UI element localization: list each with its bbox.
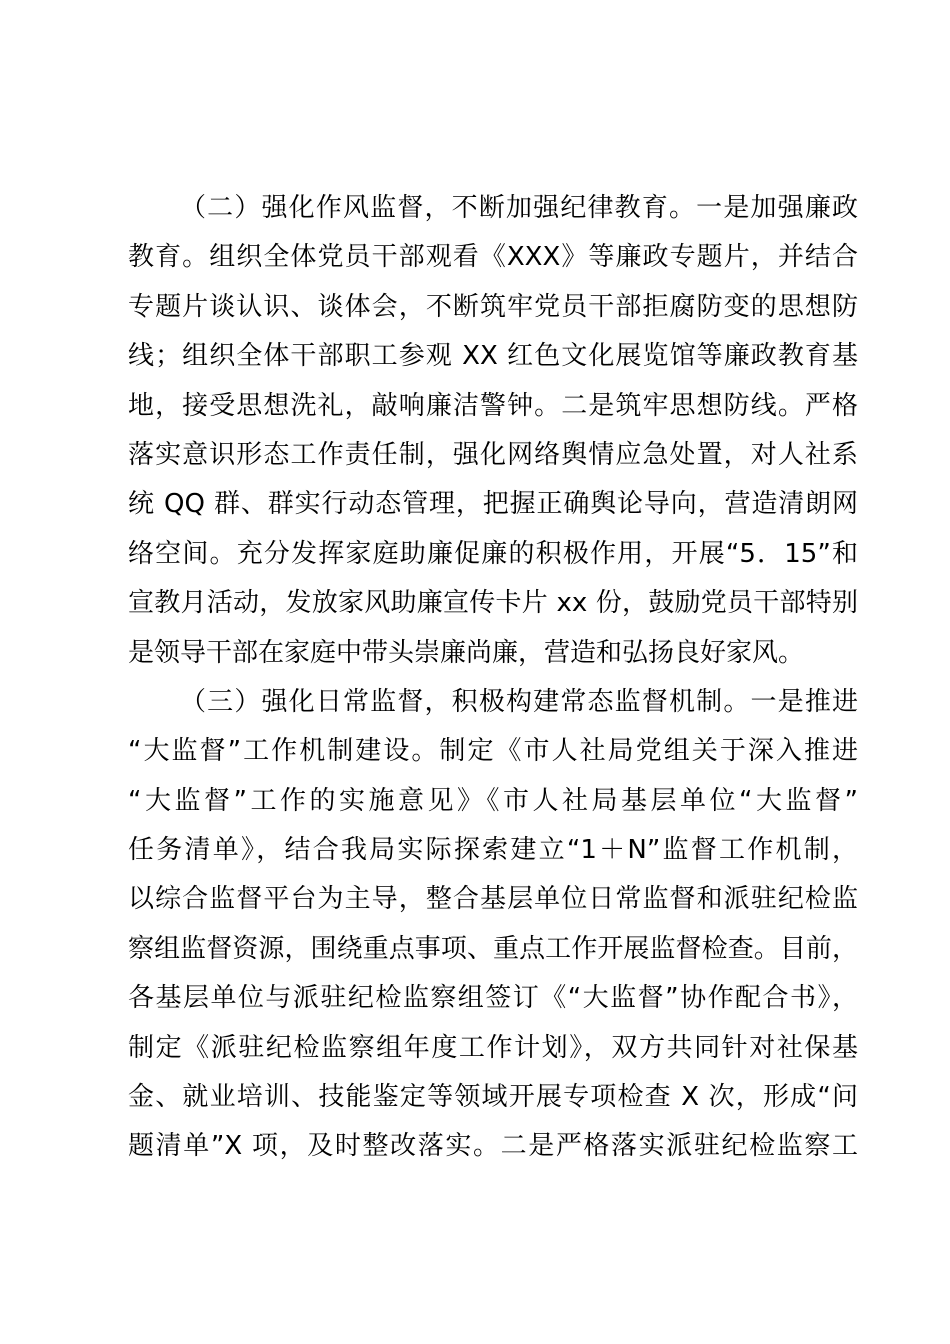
paragraph-line: 统 QQ 群、群实行动态管理，把握正确舆论导向，营造清朗网: [128, 489, 858, 520]
paragraph-line: 地，接受思想洗礼，敲响廉洁警钟。二是筑牢思想防线。严格: [128, 390, 858, 421]
paragraph-line: 题清单”X 项，及时整改落实。二是严格落实派驻纪检监察工: [128, 1131, 858, 1162]
paragraph-line: 以综合监督平台为主导，整合基层单位日常监督和派驻纪检监: [128, 884, 858, 915]
paragraph-line: 是领导干部在家庭中带头崇廉尚廉，营造和弘扬良好家风。: [128, 637, 805, 668]
paragraph-line: 制定《派驻纪检监察组年度工作计划》，双方共同针对社保基: [128, 1032, 858, 1063]
paragraph-line: （三）强化日常监督，积极构建常态监督机制。一是推进: [180, 686, 858, 717]
paragraph-line: 金、就业培训、技能鉴定等领域开展专项检查 X 次，形成“问: [128, 1082, 858, 1113]
paragraph-line: 察组监督资源，围绕重点事项、重点工作开展监督检查。目前，: [128, 933, 858, 964]
paragraph-line: 教育。组织全体党员干部观看《XXX》等廉政专题片，并结合: [128, 242, 858, 273]
paragraph-line: “大监督”工作的实施意见》《市人社局基层单位“大监督”: [128, 785, 858, 816]
paragraph-line: 专题片谈认识、谈体会，不断筑牢党员干部拒腐防变的思想防: [128, 291, 858, 322]
paragraph-line: 宣教月活动，发放家风助廉宣传卡片 xx 份，鼓励党员干部特别: [128, 588, 858, 619]
document-body: [128, 184, 858, 1172]
paragraph-line: 各基层单位与派驻纪检监察组签订《“大监督”协作配合书》，: [128, 983, 858, 1014]
paragraph-3: [128, 678, 858, 1172]
paragraph-line: 任务清单》，结合我局实际探索建立“1＋N”监督工作机制，: [128, 835, 858, 866]
paragraph-line: （二）强化作风监督，不断加强纪律教育。一是加强廉政: [180, 193, 858, 223]
paragraph-line: 落实意识形态工作责任制，强化网络舆情应急处置，对人社系: [128, 439, 858, 470]
paragraph-line: 络空间。充分发挥家庭助廉促廉的积极作用，开展“5．15”和: [128, 538, 858, 569]
paragraph-line: 线；组织全体干部职工参观 XX 红色文化展览馆等廉政教育基: [128, 341, 858, 372]
paragraph-2: [128, 184, 858, 678]
paragraph-line: “大监督”工作机制建设。制定《市人社局党组关于深入推进: [128, 736, 858, 767]
